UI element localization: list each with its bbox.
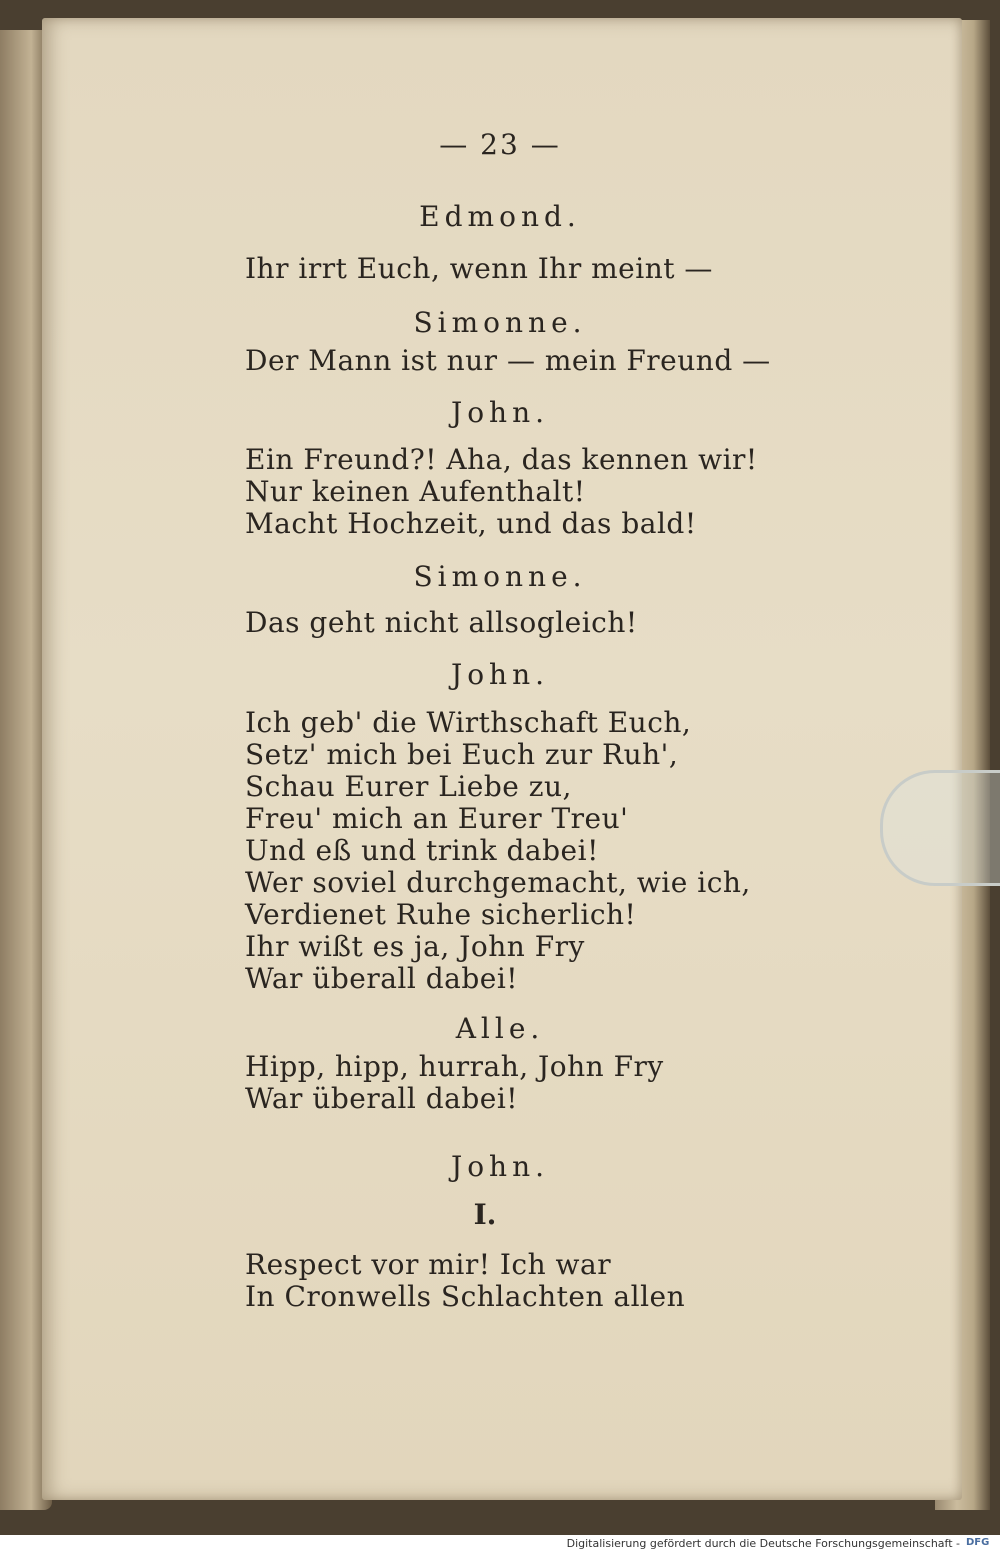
dfg-logo: DFG [966,1537,990,1548]
verse-line: In Cronwells Schlachten allen [245,1280,686,1313]
speaker-john: John. [450,1150,550,1183]
page-number: — 23 — [439,128,561,161]
speaker-john: John. [450,396,550,429]
verse-line: Respect vor mir! Ich war [245,1248,612,1281]
verse-line: Wer soviel durchgemacht, wie ich, [245,866,751,899]
verse-line: Ihr wißt es ja, John Fry [245,930,585,963]
verse-line: Setz' mich bei Euch zur Ruh', [245,738,679,771]
verse-line: War überall dabei! [245,1082,519,1115]
verse-line: Ich geb' die Wirthschaft Euch, [245,706,692,739]
verse-line: Macht Hochzeit, und das bald! [245,507,697,540]
verse-line: Und eß und trink dabei! [245,834,599,867]
speaker-simonne: Simonne. [413,560,587,593]
verse-line: War überall dabei! [245,962,519,995]
speaker-simonne: Simonne. [413,306,587,339]
verse-line: Der Mann ist nur — mein Freund — [245,344,771,377]
verse-line: Schau Eurer Liebe zu, [245,770,572,803]
footer-credit: Digitalisierung gefördert durch die Deutsche Forschungsgemeinschaft - [566,1537,960,1550]
page-clip [880,770,1000,886]
verse-line: Nur keinen Aufenthalt! [245,475,586,508]
verse-line: Das geht nicht allsogleich! [245,606,638,639]
speaker-edmond: Edmond. [419,200,581,233]
verse-line: Freu' mich an Eurer Treu' [245,802,629,835]
stanza-numeral: I. [473,1198,497,1231]
speaker-alle: Alle. [455,1012,545,1045]
verse-line: Hipp, hipp, hurrah, John Fry [245,1050,664,1083]
speaker-john: John. [450,658,550,691]
verse-line: Ihr irrt Euch, wenn Ihr meint — [245,252,713,285]
verse-line: Verdienet Ruhe sicherlich! [245,898,637,931]
verse-line: Ein Freund?! Aha, das kennen wir! [245,443,758,476]
